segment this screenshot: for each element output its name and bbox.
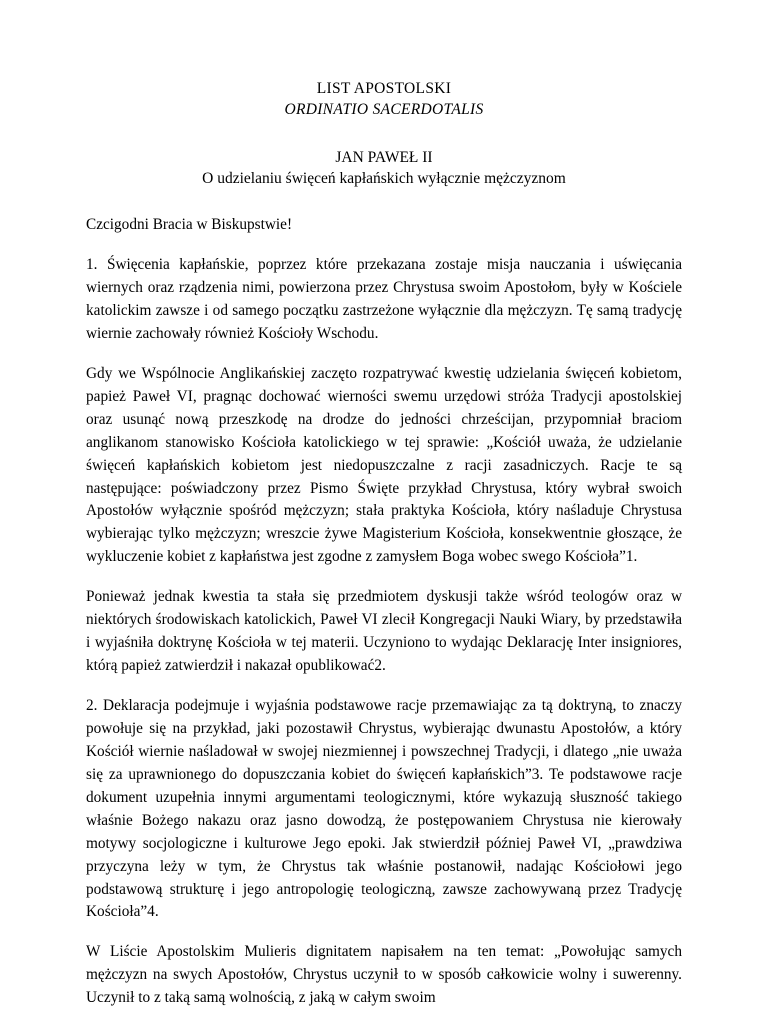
document-header — [86, 78, 682, 190]
paragraph: Gdy we Wspólnocie Anglikańskiej zaczęto rozpatrywać kwestię udzielania święceń kobietom, papież Paweł VI, pragnąc dochować wierności swemu urzędowi stróża Tradycji apostolskiej oraz usunąć nową przeszkodę na drodze do jedności chrześcijan, przypomniał braciom anglikanom stanowisko Kościoła katolickiego w tej sprawie: „Kościół uważa, że udzielanie święceń kapłańskich kobietom jest niedopuszczalne z racji zasadniczych. Racje te są następujące: poświadczony przez Pismo Święte przykład Chrystusa, który wybrał swoich Apostołów wyłącznie spośród mężczyzn; stała praktyka Kościoła, który naśladuje Chrystusa wybierając tylko mężczyzn; wreszcie żywe Magisterium Kościoła, konsekwentnie głoszące, że wykluczenie kobiet z kapłaństwa jest zgodne z zamysłem Boga wobec swego Kościoła”1. — [86, 364, 682, 566]
paragraph: 2. Deklaracja podejmuje i wyjaśnia podstawowe racje przemawiając za tą doktryną, to znaczy powołuje się na przykład, jaki pozostawił Chrystus, wybierając dwunastu Apostołów, a który Kościół wiernie naśladował w swojej niezmiennej i powszechnej Tradycji, i dlatego „nie uważa się za uprawnionego do dopuszczania kobiet do święceń kapłańskich”3. Te podstawowe racje dokument uzupełnia innymi argumentami teologicznymi, które wykazują słuszność takiego właśnie Bożego nakazu oraz jasno dowodzą, że postępowaniem Chrystusa nie kierowały motywy socjologiczne i kulturowe Jego epoki. Jak stwierdził później Paweł VI, „prawdziwa przyczyna leży w tym, że Chrystus tak właśnie postanowił, nadając Kościołowi jego podstawową strukturę i jego antropologię teologiczną, zawsze zachowywaną przez Tradycję Kościoła”4. — [86, 697, 682, 921]
document-author: JAN PAWEŁ II — [335, 148, 433, 166]
document-topic: O udzielaniu święceń kapłańskich wyłącznie mężczyznom — [202, 170, 566, 188]
paragraph: Ponieważ jednak kwestia ta stała się przedmiotem dyskusji także wśród teologów oraz w niektórych środowiskach katolickich, Paweł VI zlecił Kongregacji Nauki Wiary, by przedstawiła i wyjaśniła doktrynę Kościoła w tej materii. Uczyniono to wydając Deklarację Inter insigniores, którą papież zatwierdził i nakazał opublikować2. — [86, 588, 682, 675]
document-body — [86, 214, 682, 1010]
document-title: LIST APOSTOLSKI — [316, 80, 452, 97]
document-subtitle: ORDINATIO SACERDOTALIS — [284, 101, 484, 119]
paragraph: W Liście Apostolskim Mulieris dignitatem napisałem na ten temat: „Powołując samych mężczyzn na swych Apostołów, Chrystus uczynił to w sposób całkowicie wolny i suwerenny. Uczynił to z taką samą wolnością, z jaką w całym swoim — [86, 943, 682, 1007]
salutation: Czcigodni Bracia w Biskupstwie! — [86, 216, 293, 234]
paragraph: 1. Święcenia kapłańskie, poprzez które przekazana zostaje misja nauczania i uświęcania wiernych oraz rządzenia nimi, powierzona przez Chrystusa swoim Apostołom, były w Kościele katolickim zawsze i od samego początku zastrzeżone wyłącznie dla mężczyzn. Tę samą tradycję wiernie zachowały również Kościoły Wschodu. — [86, 256, 682, 342]
